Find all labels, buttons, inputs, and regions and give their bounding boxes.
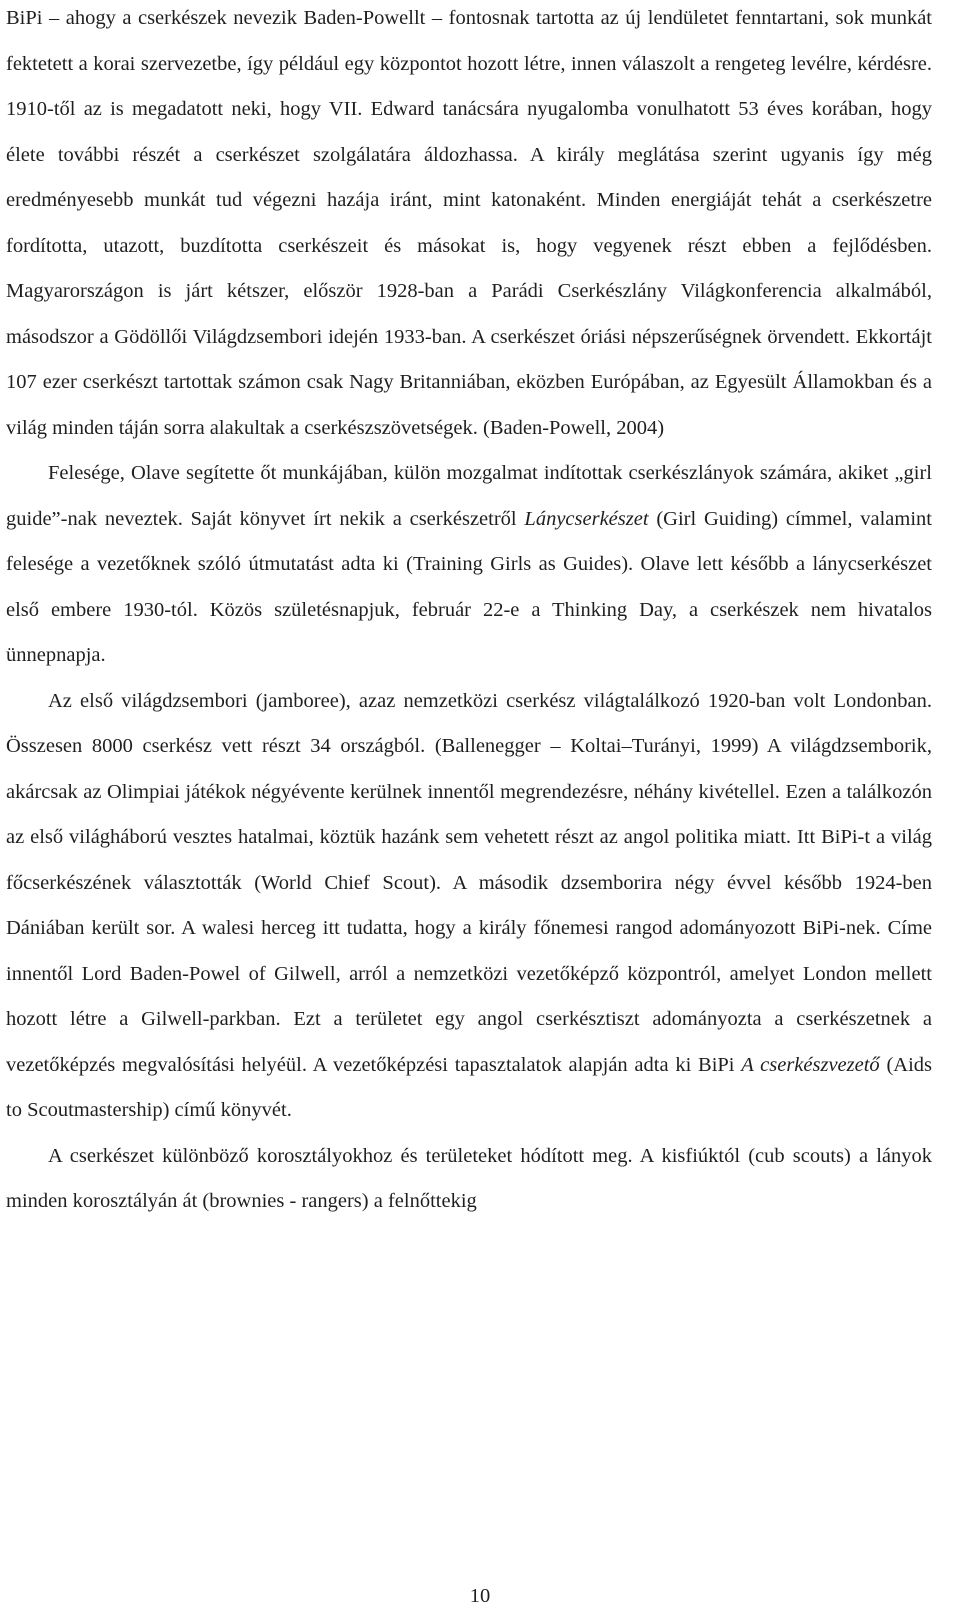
page-number: 10 <box>469 1585 491 1607</box>
paragraph-1-text: BiPi – ahogy a cserkészek nevezik Baden-Powellt – fontosnak tartotta az új lendületet fenntartani, sok munkát fektetett a korai szervezetbe, így például egy központot hozott létre, innen válaszolt a rengeteg levélre, kérdésre. 1910-től az is megadatott neki, hogy VII. Edward tanácsára nyugalomba vonulhatott 53 éves korában, hogy élete további részét a cserkészet szolgálatára áldozhassa. A király meglátása szerint ugyanis így még eredményesebb munkát tud végezni hazája iránt, mint katonaként. Minden energiáját tehát a cserkészetre fordította, utazott, buzdította cserkészeit és másokat is, hogy vegyenek részt ebben a fejlődésben. Magyarországon is járt kétszer, először 1928-ban a Parádi Cserkészlány Világkonferencia alkalmából, másodszor a Gödöllői Világdzsembori idején 1933-ban. A cserkészet óriási népszerűségnek örvendett. Ekkortájt 107 ezer cserkészt tartottak számon csak Nagy Britanniában, eközben Európában, az Egyesült Államokban és a világ minden táján sorra alakultak a cserkészszövetségek. (Baden-Powell, 2004) <box>6 7 932 439</box>
paragraph-2-text: Felesége, Olave segítette őt munkájában, külön mozgalmat indítottak cserkészlányok számára, akiket „girl guide”-nak neveztek. Saját könyvet írt nekik a cserkészetről <box>6 462 932 530</box>
paragraph-2 <box>6 451 932 679</box>
paragraph-3-text: Az első világdzsembori (jamboree), azaz nemzetközi cserkész világtalálkozó 1920-ban volt Londonban. Összesen 8000 cserkész vett részt 34 országból. (Ballenegger – Koltai–Turányi, 1999) A világdzsemborik, akárcsak az Olimpiai játékok négyévente kerülnek innentől megrendezésre, néhány kivétellel. Ezen a találkozón az első világháború vesztes hatalmai, köztük hazánk sem vehetett részt az angol politika miatt. Itt BiPi-t a világ főcserkészének választották (World Chief Scout). A második dzsemborira négy évvel később 1924-ben Dániában került sor. A walesi herceg itt tudatta, hogy a király főnemesi rangod adományozott BiPi-nek. Címe innentől Lord Baden-Powel of Gilwell, arról a nemzetközi vezetőképző központról, amelyet London mellett hozott létre a Gilwell-parkban. Ezt a területet egy angol cserkésztiszt adományozta a cserkészetnek a vezetőképzés megvalósítási helyéül. A vezetőképzési tapasztalatok alapján adta ki BiPi <box>6 689 932 1076</box>
paragraph-3 <box>6 679 932 1134</box>
body-text <box>6 0 932 1225</box>
paragraph-4-text: A cserkészet különböző korosztályokhoz és területeket hódított meg. A kisfiúktól (cub scouts) a lányok minden korosztályán át (brownies - rangers) a felnőttekig <box>6 1144 932 1212</box>
paragraph-1 <box>6 0 932 451</box>
paragraph-3-text-cont: (Aids to Scoutmastership) című könyvét. <box>6 1053 932 1121</box>
book-title-a-cserkeszvezeto: A cserkészvezető <box>741 1053 880 1076</box>
paragraph-2-text-cont: (Girl Guiding) címmel, valamint felesége a vezetőknek szóló útmutatást adta ki (Training Girls as Guides). Olave lett később a lánycserkészet első embere 1930-tól. Közös születésnapjuk, február 22-e a Thinking Day, a cserkészek nem hivatalos ünnepnapja. <box>6 507 932 666</box>
paragraph-4 <box>6 1134 932 1225</box>
book-title-lanycserkeszet: Lánycserkészet <box>524 507 649 530</box>
